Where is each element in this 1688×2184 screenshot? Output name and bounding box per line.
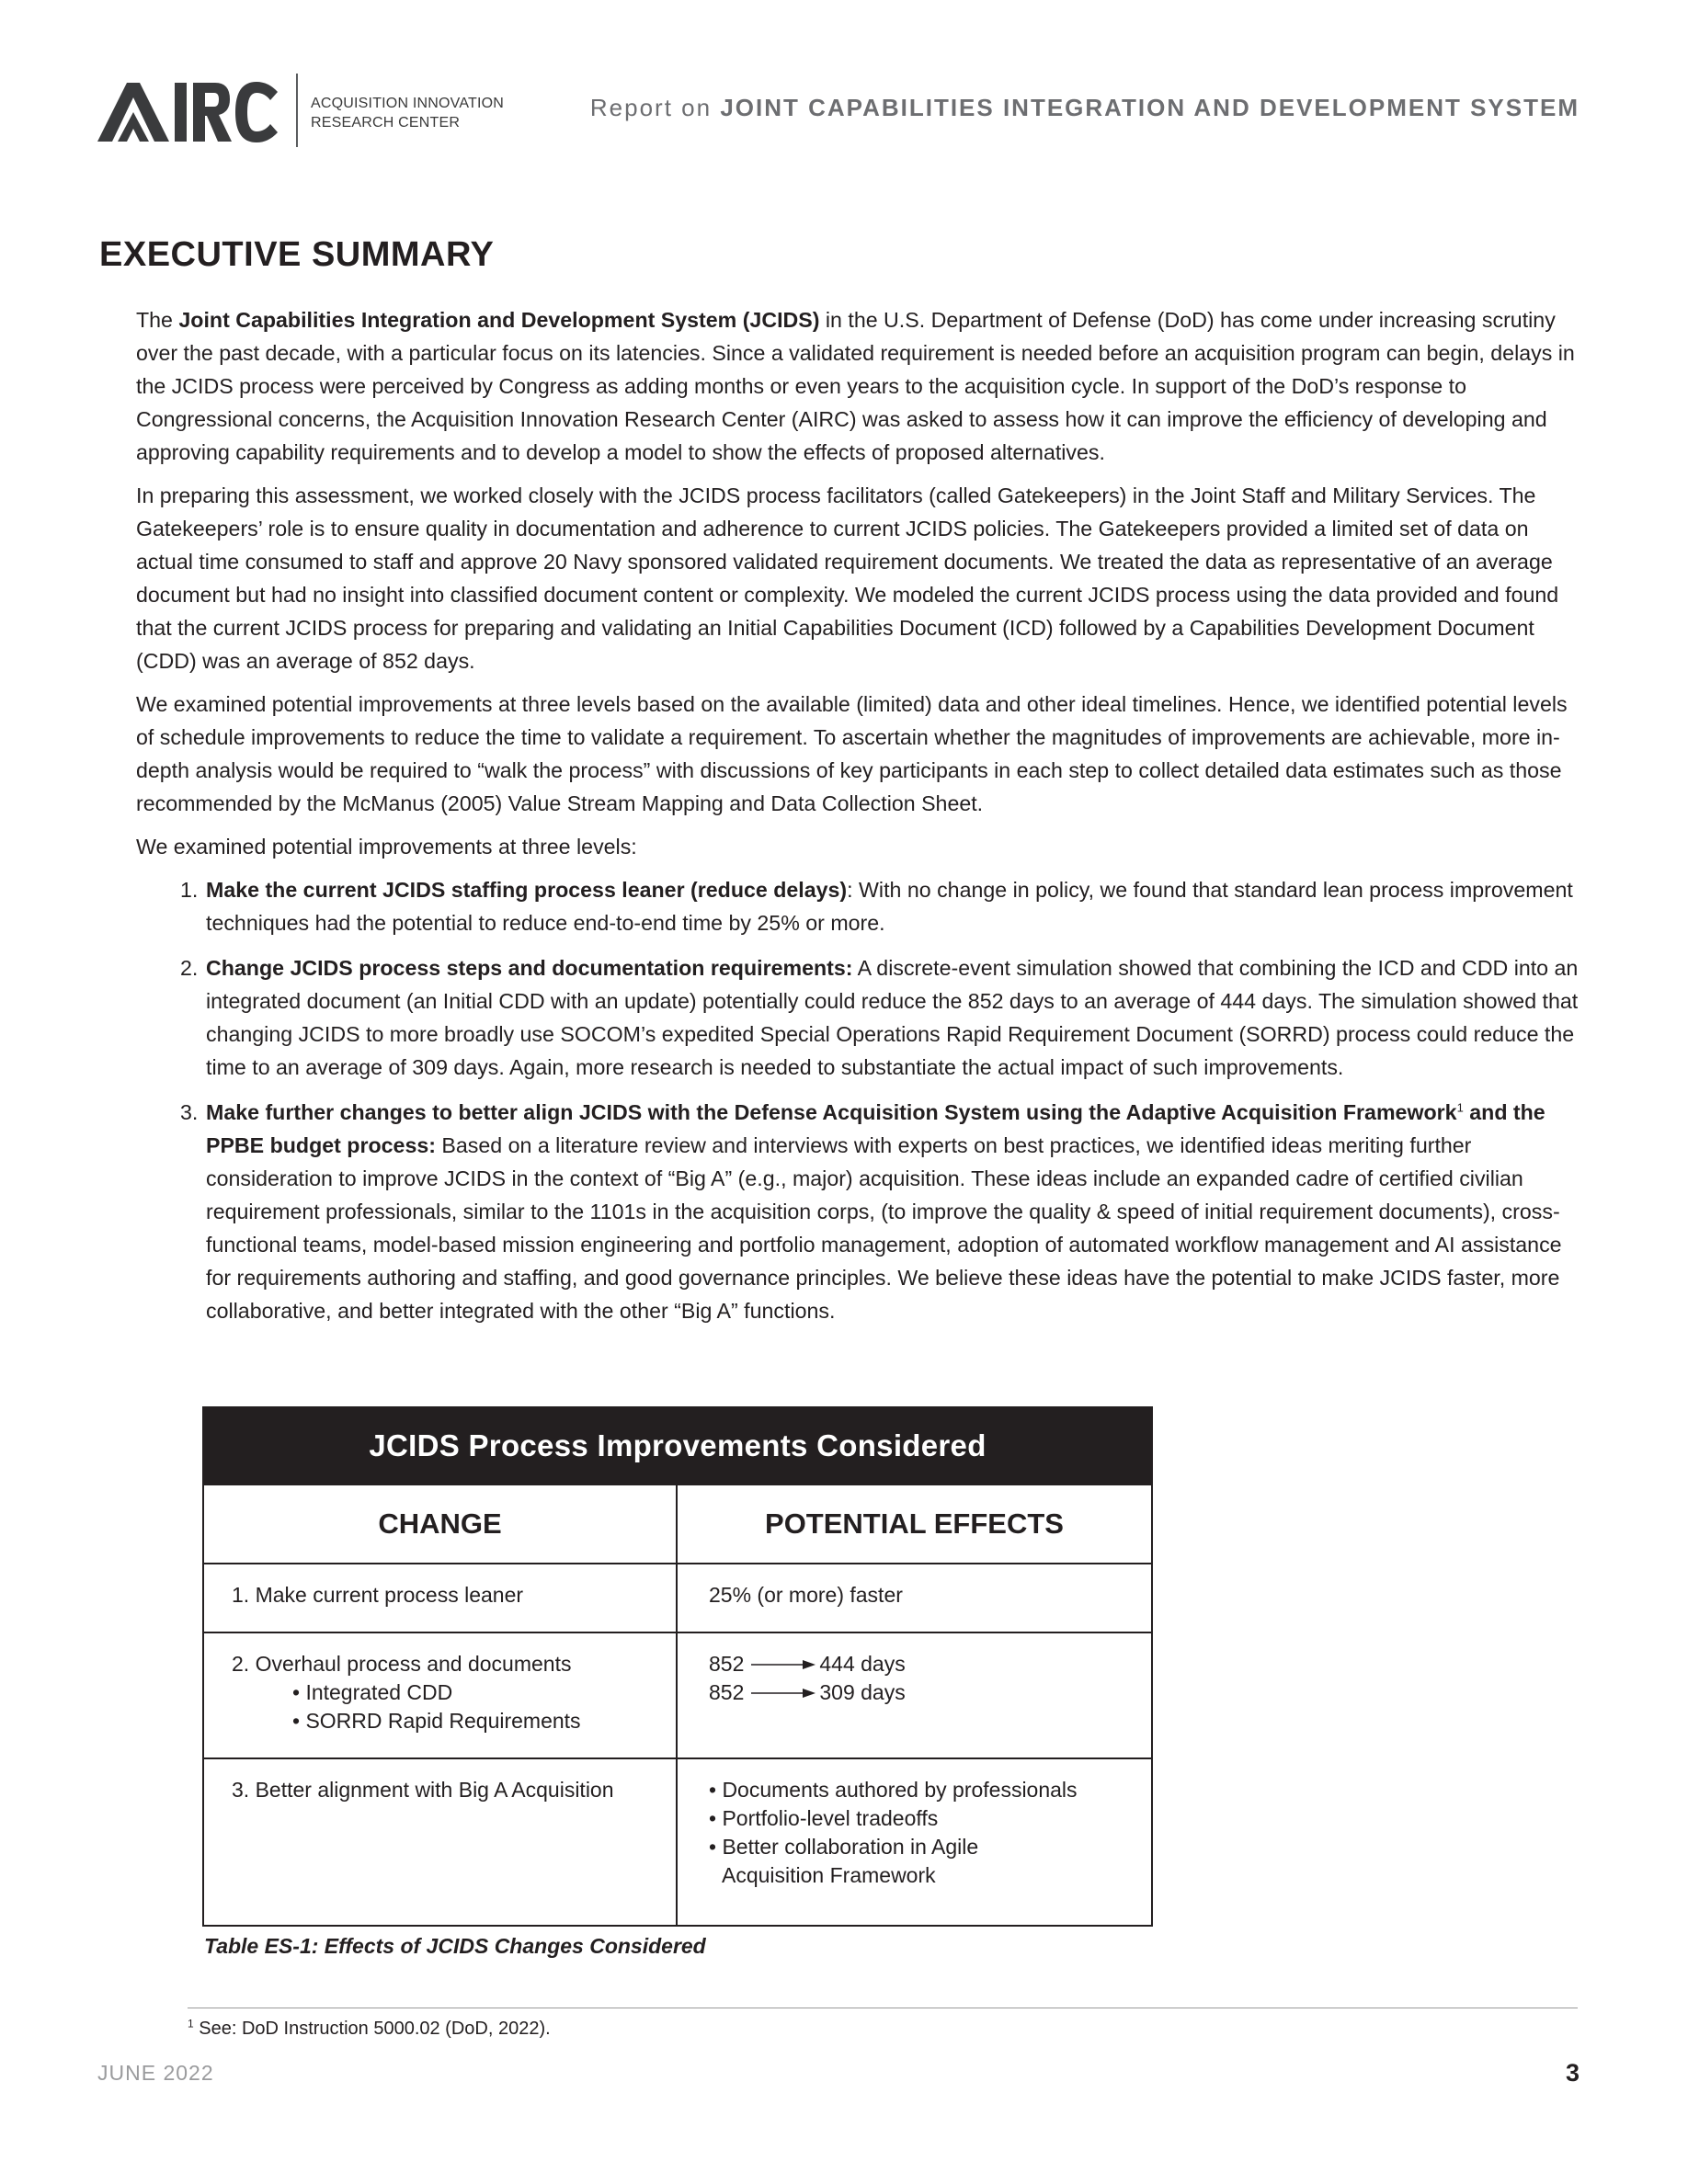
- improvement-levels-list: [180, 873, 1581, 1327]
- report-title-prefix: Report on: [589, 94, 713, 121]
- table-header-row: [204, 1484, 1151, 1563]
- report-title-main: JOINT CAPABILITIES INTEGRATION AND DEVELOPMENT SYSTEM: [720, 94, 1580, 121]
- footnote-ref[interactable]: 1: [1456, 1100, 1464, 1115]
- effect-cell: 25% (or more) faster: [709, 1583, 903, 1607]
- logo-line-1: ACQUISITION INNOVATION: [311, 96, 505, 111]
- section-heading: EXECUTIVE SUMMARY: [99, 235, 495, 274]
- table-row: [204, 1563, 1151, 1632]
- logo-divider: [296, 74, 298, 147]
- days-from: 852: [709, 1652, 745, 1676]
- table-row: [204, 1757, 1151, 1925]
- list-item-text: Based on a literature review and interviews with experts on best practices, we identified ideas meriting further consideration to improve JCIDS in the context of “Big A” (e.g., major) acquisition. These ideas include an expanded cadre of certified civilian requirement professionals, similar to the 1101s in the acquisition corps, (to improve the quality & speed of initial requirement documents), cross-functional teams, model-based mission engineering and portfolio management, adoption of automated workflow management and AI assistance for requirements authoring and staffing, and good governance principles. We believe these ideas have the potential to make JCIDS faster, more collaborative, and better integrated with the other “Big A” functions.: [206, 1133, 1562, 1323]
- list-item: [180, 951, 1581, 1084]
- logo-text: [311, 94, 504, 132]
- effect-bullet: • Documents authored by professionals: [709, 1778, 1078, 1802]
- change-subitem: • Integrated CDD: [292, 1680, 453, 1704]
- table-caption: Table ES-1: Effects of JCIDS Changes Considered: [204, 1934, 706, 1958]
- footnote: [188, 2019, 551, 2040]
- airc-logo: [97, 74, 505, 149]
- change-cell: 3. Better alignment with Big A Acquisition: [204, 1759, 678, 1925]
- footer-date: JUNE 2022: [97, 2061, 214, 2085]
- page-number: 3: [1565, 2059, 1580, 2087]
- p1-lead: The: [136, 308, 179, 332]
- list-item-text: A discrete-event simulation showed that combining the ICD and CDD into an integrated document (an Initial CDD with an update) potentially could reduce the 852 days to an average of 444 days. The simulation showed that changing JCIDS to more broadly use SOCOM’s expedited Special Operations Rapid Requirement Document (SORRD) process could reduce the time to an average of 309 days. Again, more research is needed to substantiate the actual impact of such improvements.: [206, 956, 1579, 1079]
- airc-logo-wordmark: [97, 79, 281, 143]
- days-from: 852: [709, 1680, 745, 1704]
- report-title: [590, 94, 1580, 122]
- list-number: 1.: [180, 878, 199, 902]
- right-arrow-icon: [751, 1658, 815, 1671]
- list-item-text: : With no change in policy, we found that standard lean process improvement techniques had the potential to reduce end-to-end time by 25% or more.: [206, 878, 1573, 935]
- list-item-heading-cont: and the PPBE budget process:: [206, 1100, 1545, 1157]
- paragraph-1: [136, 303, 1581, 469]
- table-row: [204, 1632, 1151, 1757]
- days-reduction-line: [709, 1678, 1151, 1707]
- list-item: [180, 873, 1581, 939]
- list-number: 2.: [180, 956, 199, 980]
- list-number: 3.: [180, 1100, 199, 1124]
- improvements-table: [202, 1406, 1153, 1927]
- paragraph-2: In preparing this assessment, we worked closely with the JCIDS process facilitators (called Gatekeepers) in the Joint Staff and Military Services. The Gatekeepers’ role is to ensure quality in documentation and adherence to current JCIDS policies. The Gatekeepers provided a limited set of data on actual time consumed to staff and approve 20 Navy sponsored validated requirement documents. We treated the data as representative of an average document but had no insight into classified document content or complexity. We modeled the current JCIDS process using the data provided and found that the current JCIDS process for preparing and validating an Initial Capabilities Document (ICD) followed by a Capabilities Development Document (CDD) was an average of 852 days.: [136, 483, 1559, 673]
- executive-summary-body: [136, 303, 1581, 1339]
- table-title: JCIDS Process Improvements Considered: [204, 1408, 1151, 1484]
- effect-cell: [678, 1633, 1151, 1757]
- column-header-effects: POTENTIAL EFFECTS: [765, 1507, 1064, 1540]
- days-to: 444 days: [819, 1652, 906, 1676]
- effect-bullet: • Better collaboration in Agile: [709, 1835, 979, 1859]
- list-item-heading: Make the current JCIDS staffing process leaner (reduce delays): [206, 878, 848, 902]
- right-arrow-icon: [751, 1687, 815, 1700]
- page-header: [0, 0, 1688, 156]
- paragraph-3: We examined potential improvements at three levels based on the available (limited) data and other ideal timelines. Hence, we identified potential levels of schedule improvements to reduce the time to validate a requirement. To ascertain whether the magnitudes of improvements are achievable, more in-depth analysis would be required to “walk the process” with discussions of key participants in each step to collect detailed data estimates such as those recommended by the McManus (2005) Value Stream Mapping and Data Collection Sheet.: [136, 692, 1568, 815]
- column-header-change: CHANGE: [204, 1485, 678, 1563]
- effect-bullet-cont: Acquisition Framework: [722, 1863, 936, 1887]
- footnote-text: See: DoD Instruction 5000.02 (DoD, 2022).: [193, 2019, 551, 2039]
- list-item-heading: Make further changes to better align JCIDS with the Defense Acquisition System using the Adaptive Acquisition Framework: [206, 1100, 1457, 1124]
- change-text: 2. Overhaul process and documents: [232, 1652, 572, 1676]
- logo-line-2: RESEARCH CENTER: [311, 115, 461, 131]
- change-cell: 1. Make current process leaner: [204, 1564, 678, 1632]
- days-reduction-line: [709, 1650, 1151, 1678]
- change-cell: [204, 1633, 678, 1757]
- paragraph-4: We examined potential improvements at three levels:: [136, 835, 637, 859]
- p1-bold: Joint Capabilities Integration and Development System (JCIDS): [178, 308, 820, 332]
- days-to: 309 days: [819, 1680, 906, 1704]
- list-item: [180, 1096, 1581, 1327]
- list-item-heading: Change JCIDS process steps and documentation requirements:: [206, 956, 853, 980]
- change-subitem: • SORRD Rapid Requirements: [292, 1709, 581, 1733]
- effect-bullet: • Portfolio-level tradeoffs: [709, 1806, 939, 1830]
- effect-cell: [678, 1759, 1151, 1925]
- p1-rest: in the U.S. Department of Defense (DoD) has come under increasing scrutiny over the past decade, with a particular focus on its latencies. Since a validated requirement is needed before an acquisition program can begin, delays in the JCIDS process were perceived by Congress as adding months or even years to the acquisition cycle. In support of the DoD’s response to Congressional concerns, the Acquisition Innovation Research Center (AIRC) was asked to assess how it can improve the efficiency of developing and approving capability requirements and to develop a model to show the effects of proposed alternatives.: [136, 308, 1575, 464]
- footnote-mark: 1: [188, 2017, 194, 2030]
